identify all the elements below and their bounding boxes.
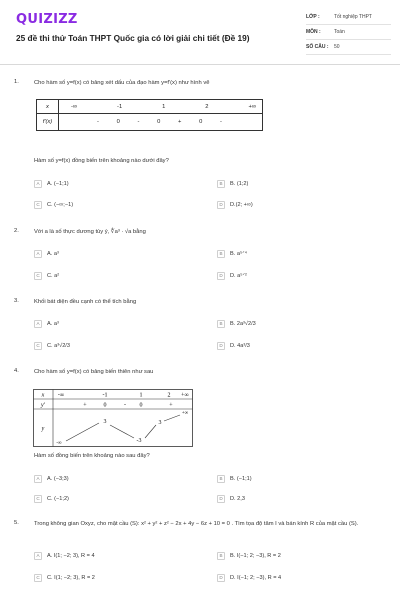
option-a[interactable] (34, 248, 59, 259)
table-cell: - (220, 119, 222, 125)
option-letter: C (34, 574, 42, 582)
option-letter: D (217, 272, 225, 280)
table-cell: 0 (139, 402, 143, 409)
option-text: C. (−1;2) (47, 495, 69, 502)
option-letter: B (217, 320, 225, 328)
option-letter: A (34, 475, 42, 483)
arrow-down (110, 425, 134, 438)
arrow-up (66, 423, 99, 441)
question-text: Trong không gian Oxyz, cho mặt cầu (S): x² + y² + z² − 2x + 4y − 6z + 10 = 0 . Tìm tọa độ tâm I và bán kính R của mặt cầu (S). (34, 521, 359, 527)
option-text: B. 2a³√2/3 (230, 320, 256, 327)
table-cell: + (83, 402, 87, 409)
option-letter: A (34, 180, 42, 188)
document-header (16, 10, 386, 66)
question-number: 2. (14, 228, 19, 234)
table-cell: - (137, 119, 140, 125)
table-cell: 0 (116, 119, 120, 125)
option-text: D. a⁵ᐟ² (230, 272, 247, 279)
option-text: B. I(−1; 2; −3), R = 2 (230, 552, 281, 559)
table-cell: 3 (158, 420, 162, 426)
option-text: C. (−∞;−1) (47, 201, 74, 208)
table-cell: - (97, 119, 99, 125)
table-label: x (41, 392, 45, 399)
meta-value: Tốt nghiệp THPT (334, 14, 372, 20)
table-cell: + (169, 402, 173, 409)
option-c[interactable] (34, 493, 69, 504)
table-cell: + (178, 119, 182, 125)
table-label: x (37, 100, 59, 114)
option-text: B. (1;2) (230, 180, 249, 187)
option-text: D. 4a³/3 (230, 342, 250, 349)
option-letter: A (34, 320, 42, 328)
option-text: A. (−3;3) (47, 475, 69, 482)
page-title: 25 đề thi thử Toán THPT Quốc gia có lời giải chi tiết (Đề 19) (16, 33, 250, 43)
meta-row-class (306, 10, 391, 25)
table-cell: -∞ (57, 392, 65, 399)
meta-row-count (306, 40, 391, 55)
option-b[interactable] (217, 473, 252, 484)
table-cell: -∞ (71, 103, 78, 110)
option-d[interactable] (217, 199, 253, 210)
table-cell: +∞ (181, 392, 189, 399)
question-text: Với a là số thực dương tùy ý, ∜a³ · √a bằng (34, 229, 146, 235)
option-text: D. I(−1; 2; −3), R = 4 (230, 574, 282, 581)
option-text: A. I(1; −2; 3), R = 4 (47, 552, 95, 559)
quizizz-logo: QUIZIZZ (16, 12, 78, 27)
table-cell: 1 (139, 392, 143, 399)
option-letter: A (34, 250, 42, 258)
question-text: Cho hàm số y=f(x) có bảng biến thiên như sau (34, 369, 154, 375)
table-label: y (41, 426, 45, 432)
arrow-up (164, 415, 180, 421)
option-a[interactable] (34, 550, 95, 561)
table-cell: 2 (205, 103, 209, 110)
option-a[interactable] (34, 318, 59, 329)
table-cell: -∞ (56, 441, 62, 446)
table-cell: +∞ (248, 103, 256, 110)
table-cell: 2 (167, 392, 171, 399)
meta-table (306, 10, 391, 55)
option-letter: A (34, 552, 42, 560)
option-b[interactable] (217, 550, 281, 561)
option-letter: C (34, 272, 42, 280)
table-label: y' (41, 402, 45, 409)
option-text: A. (−1;1) (47, 180, 69, 187)
option-c[interactable] (34, 199, 73, 210)
option-text: A. a³ (47, 320, 59, 327)
question-number: 3. (14, 298, 19, 304)
option-letter: B (217, 475, 225, 483)
option-letter: D (217, 495, 225, 503)
option-d[interactable] (217, 572, 281, 583)
option-b[interactable] (217, 178, 248, 189)
option-a[interactable] (34, 178, 69, 189)
table-cell: - (124, 402, 126, 409)
option-letter: B (217, 180, 225, 188)
option-d[interactable] (217, 340, 250, 351)
option-text: D.(2; +∞) (230, 201, 253, 208)
option-d[interactable] (217, 493, 245, 504)
meta-value: 50 (334, 44, 340, 50)
table-cell: +∞ (181, 411, 189, 416)
question-text: Cho hàm số y=f(x) có bảng xét dấu của đạo hàm y=f'(x) như hình vẽ (34, 80, 210, 86)
table-cell: 0 (157, 119, 161, 125)
option-c[interactable] (34, 572, 95, 583)
header-divider (0, 64, 400, 65)
option-d[interactable] (217, 270, 247, 281)
question-number: 5. (14, 520, 19, 526)
option-letter: B (217, 250, 225, 258)
option-letter: D (217, 342, 225, 350)
table-cell: 1 (162, 103, 166, 110)
meta-key: MÔN : (306, 29, 321, 35)
option-text: D. 2,3 (230, 495, 245, 502)
question-number: 1. (14, 79, 19, 85)
arrow-up (145, 425, 156, 438)
table-cell: -1 (102, 392, 108, 399)
option-a[interactable] (34, 473, 69, 484)
meta-row-subject (306, 25, 391, 40)
table-label: f'(x) (37, 114, 59, 131)
meta-key: SỐ CÂU : (306, 44, 329, 50)
question-text: Khối bát diện đều cạnh có thể tích bằng (34, 299, 137, 305)
option-letter: C (34, 342, 42, 350)
question-subtext: Hàm số y=f(x) đồng biến trên khoảng nào dưới đây? (34, 158, 169, 164)
option-c[interactable] (34, 340, 70, 351)
sign-table (36, 99, 263, 131)
option-c[interactable] (34, 270, 59, 281)
table-cell: -1 (117, 103, 123, 110)
option-text: C. a² (47, 272, 60, 279)
meta-key: LỚP : (306, 14, 320, 20)
table-cell: 0 (199, 119, 203, 125)
question-number: 4. (14, 368, 19, 374)
option-text: C. I(1; −2; 3), R = 2 (47, 574, 95, 581)
option-letter: C (34, 201, 42, 209)
option-letter: C (34, 495, 42, 503)
option-text: B. a⁵ᐟ⁴ (230, 250, 248, 257)
option-letter: D (217, 201, 225, 209)
option-text: A. a³ (47, 250, 59, 257)
question-subtext: Hàm số đồng biến trên khoảng nào sau đây? (34, 453, 150, 459)
option-text: C. a³√2/3 (47, 342, 70, 349)
option-letter: B (217, 552, 225, 560)
option-letter: D (217, 574, 225, 582)
option-b[interactable] (217, 318, 256, 329)
variation-table (33, 389, 193, 447)
table-cell: -3 (136, 438, 142, 444)
table-cell: 0 (103, 402, 107, 409)
table-cell: 3 (103, 419, 107, 425)
option-text: B. (−1;1) (230, 475, 252, 482)
meta-value: Toán (334, 29, 345, 35)
option-b[interactable] (217, 248, 247, 259)
